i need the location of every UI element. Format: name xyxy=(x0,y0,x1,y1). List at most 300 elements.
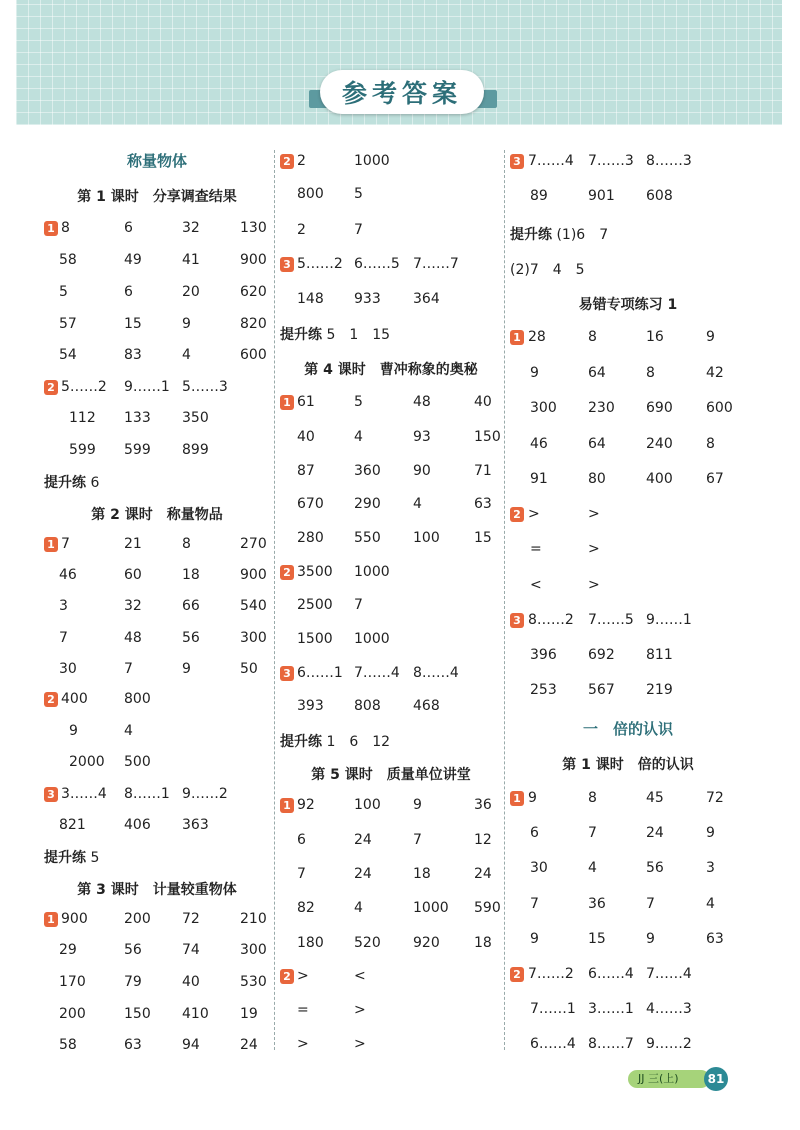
answer-row xyxy=(510,896,746,916)
answer-value: 1000 xyxy=(354,153,390,169)
lesson-heading: 第 2 课时 称量物品 xyxy=(91,507,223,523)
answer-row xyxy=(510,790,746,810)
answer-value: 133 xyxy=(124,410,151,426)
answer-value: 40 xyxy=(474,394,492,410)
answer-value: 1000 xyxy=(354,564,390,580)
answer-value: 7……2 xyxy=(528,966,574,982)
answer-row xyxy=(280,597,502,617)
answer-row xyxy=(510,436,746,456)
answer-value: 933 xyxy=(354,291,381,307)
answer-value: 608 xyxy=(646,188,673,204)
answer-value: 112 xyxy=(69,410,96,426)
answer-value: 5 xyxy=(59,284,68,300)
column-divider xyxy=(504,150,505,1050)
answer-value: 49 xyxy=(124,252,142,268)
answer-value: 40 xyxy=(297,429,315,445)
lesson-heading: 第 5 课时 质量单位讲堂 xyxy=(311,767,471,783)
answer-value: 5……3 xyxy=(182,379,228,395)
answer-value: 920 xyxy=(413,935,440,951)
answer-value: 18 xyxy=(474,935,492,951)
answer-value: 200 xyxy=(59,1006,86,1022)
answer-value: 170 xyxy=(59,974,86,990)
practice-line xyxy=(510,259,585,279)
answer-value: 90 xyxy=(413,463,431,479)
answer-value: 350 xyxy=(182,410,209,426)
answer-value: 21 xyxy=(124,536,142,552)
answer-row xyxy=(280,291,502,311)
answer-row xyxy=(280,530,502,550)
answer-value: 599 xyxy=(69,442,96,458)
answer-value: 9 xyxy=(706,825,715,841)
practice-label: 提升练 xyxy=(280,734,322,750)
answer-row xyxy=(44,316,270,336)
answer-value: 5……2 xyxy=(61,379,107,395)
practice-line xyxy=(44,472,99,492)
answer-row xyxy=(280,1036,502,1056)
answer-row xyxy=(44,661,270,681)
answer-value: 400 xyxy=(61,691,88,707)
answer-value: 290 xyxy=(354,496,381,512)
answer-row xyxy=(510,365,746,385)
answer-row xyxy=(280,698,502,718)
answer-row xyxy=(510,1001,746,1021)
answer-value: 12 xyxy=(474,832,492,848)
answer-value: 24 xyxy=(354,866,372,882)
answer-value: 6 xyxy=(124,220,133,236)
answer-value: 800 xyxy=(297,186,324,202)
answer-row xyxy=(44,754,270,774)
answer-value: 4 xyxy=(182,347,191,363)
answer-value: 24 xyxy=(646,825,664,841)
answer-value: 821 xyxy=(59,817,86,833)
answer-value: 15 xyxy=(474,530,492,546)
answer-value: 30 xyxy=(530,860,548,876)
answer-row xyxy=(44,723,270,743)
practice-label: 提升练 xyxy=(44,475,86,491)
question-number-badge: 3 xyxy=(510,613,524,628)
practice-line xyxy=(280,731,390,751)
answer-row xyxy=(510,506,746,526)
answer-value: 82 xyxy=(297,900,315,916)
answer-value: 40 xyxy=(182,974,200,990)
answer-value: 360 xyxy=(354,463,381,479)
answer-row xyxy=(280,394,502,414)
answer-row xyxy=(44,442,270,462)
answer-value: 899 xyxy=(182,442,209,458)
answer-value: 54 xyxy=(59,347,77,363)
answer-value: 550 xyxy=(354,530,381,546)
answer-value: 410 xyxy=(182,1006,209,1022)
practice-answer: (1)6 7 xyxy=(556,227,609,243)
answer-value: 7 xyxy=(413,832,422,848)
practice-answer: 1 6 12 xyxy=(326,734,391,750)
answer-value: 2 xyxy=(297,222,306,238)
answer-value: 83 xyxy=(124,347,142,363)
answer-row xyxy=(510,471,746,491)
answer-value: 32 xyxy=(182,220,200,236)
answer-value: 46 xyxy=(530,436,548,452)
answer-value: 8 xyxy=(182,536,191,552)
answer-value: 900 xyxy=(61,911,88,927)
answer-value: 46 xyxy=(59,567,77,583)
answer-value: 7 xyxy=(530,896,539,912)
answer-value: 8 xyxy=(646,365,655,381)
practice-answer: (2)7 4 5 xyxy=(510,262,585,278)
lesson-heading: 易错专项练习 1 xyxy=(578,297,678,313)
answer-value: 41 xyxy=(182,252,200,268)
answer-row xyxy=(44,691,270,711)
answer-row xyxy=(44,252,270,272)
answer-row xyxy=(44,284,270,304)
answer-value: < xyxy=(530,577,542,593)
answer-row xyxy=(280,1002,502,1022)
answer-value: 100 xyxy=(413,530,440,546)
answer-row xyxy=(510,188,746,208)
answer-value: 6……4 xyxy=(530,1036,576,1052)
answer-value: 9 xyxy=(528,790,537,806)
answer-row xyxy=(280,832,502,852)
practice-label: 提升练 xyxy=(280,327,322,343)
column-divider xyxy=(274,150,275,1050)
practice-answer: 5 1 15 xyxy=(326,327,391,343)
answer-value: 72 xyxy=(706,790,724,806)
answer-value: 5……2 xyxy=(297,256,343,272)
answer-row xyxy=(510,577,746,597)
answer-value: 3 xyxy=(59,598,68,614)
lesson-heading: 第 1 课时 倍的认识 xyxy=(562,757,694,773)
answer-value: > xyxy=(297,968,309,984)
page-number: 81 xyxy=(704,1067,728,1091)
answer-row xyxy=(44,1006,270,1026)
answer-value: 7 xyxy=(59,630,68,646)
answer-value: 500 xyxy=(124,754,151,770)
answer-row xyxy=(510,541,746,561)
answer-row xyxy=(510,612,746,632)
answer-value: 670 xyxy=(297,496,324,512)
practice-answer: 6 xyxy=(90,475,100,491)
answer-value: 9 xyxy=(530,931,539,947)
answer-value: 4……3 xyxy=(646,1001,692,1017)
answer-value: > xyxy=(588,506,600,522)
lesson-heading: 第 3 课时 计量较重物体 xyxy=(77,882,237,898)
answer-value: 7 xyxy=(354,222,363,238)
answer-value: 393 xyxy=(297,698,324,714)
answer-value: 4 xyxy=(354,900,363,916)
answer-value: 9……2 xyxy=(182,786,228,802)
answer-row xyxy=(280,222,502,242)
answer-row xyxy=(44,817,270,837)
answer-value: 8 xyxy=(706,436,715,452)
answer-value: 24 xyxy=(240,1037,258,1053)
header-banner xyxy=(16,0,782,125)
question-number-badge: 3 xyxy=(280,257,294,272)
answer-value: 148 xyxy=(297,291,324,307)
answer-value: 7……4 xyxy=(528,153,574,169)
answer-value: 600 xyxy=(706,400,733,416)
answer-value: 820 xyxy=(240,316,267,332)
question-number-badge: 1 xyxy=(44,537,58,552)
answer-value: 7……4 xyxy=(354,665,400,681)
answer-value: 9……2 xyxy=(646,1036,692,1052)
answer-value: 1000 xyxy=(413,900,449,916)
answer-row xyxy=(510,860,746,880)
answer-value: 91 xyxy=(530,471,548,487)
answer-value: 2500 xyxy=(297,597,333,613)
answer-value: 530 xyxy=(240,974,267,990)
answer-row xyxy=(44,942,270,962)
answer-row xyxy=(44,379,270,399)
answer-row xyxy=(44,974,270,994)
answer-value: 72 xyxy=(182,911,200,927)
answer-value: 50 xyxy=(240,661,258,677)
answer-row xyxy=(44,536,270,556)
answer-row xyxy=(280,153,502,173)
page-title: 参考答案 xyxy=(320,70,484,114)
answer-value: 9 xyxy=(530,365,539,381)
answer-value: 3500 xyxy=(297,564,333,580)
question-number-badge: 2 xyxy=(44,692,58,707)
answer-value: > xyxy=(588,541,600,557)
answer-value: 32 xyxy=(124,598,142,614)
answer-value: 130 xyxy=(240,220,267,236)
answer-value: 61 xyxy=(297,394,315,410)
answer-row xyxy=(44,347,270,367)
answer-value: 9 xyxy=(69,723,78,739)
answer-value: 16 xyxy=(646,329,664,345)
answer-value: 900 xyxy=(240,252,267,268)
answer-value: 811 xyxy=(646,647,673,663)
answer-value: 20 xyxy=(182,284,200,300)
answer-value: 8……4 xyxy=(413,665,459,681)
answer-row xyxy=(510,682,746,702)
answer-value: 9 xyxy=(182,316,191,332)
answer-value: 8……7 xyxy=(588,1036,634,1052)
answer-row xyxy=(510,1036,746,1056)
answer-value: 15 xyxy=(588,931,606,947)
answer-value: 92 xyxy=(297,797,315,813)
answer-value: 7 xyxy=(646,896,655,912)
practice-label: 提升练 xyxy=(510,227,552,243)
answer-value: 6……4 xyxy=(588,966,634,982)
answer-value: 7……4 xyxy=(646,966,692,982)
answer-row xyxy=(280,186,502,206)
answer-value: 60 xyxy=(124,567,142,583)
answer-value: 4 xyxy=(354,429,363,445)
answer-value: 300 xyxy=(240,630,267,646)
answer-value: 1500 xyxy=(297,631,333,647)
answer-row xyxy=(280,631,502,651)
answer-value: 7……1 xyxy=(530,1001,576,1017)
answer-value: 5 xyxy=(354,186,363,202)
answer-value: 19 xyxy=(240,1006,258,1022)
answer-value: > xyxy=(354,1002,366,1018)
question-number-badge: 3 xyxy=(44,787,58,802)
answer-value: 599 xyxy=(124,442,151,458)
question-number-badge: 1 xyxy=(510,330,524,345)
answer-value: 8 xyxy=(588,790,597,806)
answer-value: < xyxy=(354,968,366,984)
answer-value: 56 xyxy=(182,630,200,646)
answer-row xyxy=(280,256,502,276)
practice-line xyxy=(280,324,390,344)
answer-value: 9 xyxy=(413,797,422,813)
lesson-heading: 第 1 课时 分享调查结果 xyxy=(77,189,237,205)
answer-value: 9……1 xyxy=(646,612,692,628)
answer-value: 36 xyxy=(588,896,606,912)
answer-value: 9 xyxy=(646,931,655,947)
question-number-badge: 2 xyxy=(280,969,294,984)
answer-value: 8 xyxy=(61,220,70,236)
answer-value: 253 xyxy=(530,682,557,698)
answer-value: 56 xyxy=(124,942,142,958)
answer-value: 406 xyxy=(124,817,151,833)
answer-value: 800 xyxy=(124,691,151,707)
answer-value: 30 xyxy=(59,661,77,677)
answer-value: 219 xyxy=(646,682,673,698)
answer-row xyxy=(44,220,270,240)
answer-value: 58 xyxy=(59,1037,77,1053)
answer-value: > xyxy=(528,506,540,522)
answer-value: 9 xyxy=(182,661,191,677)
answer-row xyxy=(44,410,270,430)
answer-value: 9 xyxy=(706,329,715,345)
answer-value: 900 xyxy=(240,567,267,583)
answer-value: 7 xyxy=(61,536,70,552)
answer-value: 363 xyxy=(182,817,209,833)
answer-row xyxy=(44,598,270,618)
answer-row xyxy=(280,564,502,584)
answer-value: 57 xyxy=(59,316,77,332)
answer-value: 5 xyxy=(354,394,363,410)
question-number-badge: 1 xyxy=(280,395,294,410)
answer-value: 567 xyxy=(588,682,615,698)
answer-row xyxy=(280,429,502,449)
answer-row xyxy=(510,329,746,349)
answer-value: 620 xyxy=(240,284,267,300)
answer-value: 520 xyxy=(354,935,381,951)
answer-value: 24 xyxy=(474,866,492,882)
answer-value: 230 xyxy=(588,400,615,416)
answer-value: 63 xyxy=(474,496,492,512)
answer-value: 87 xyxy=(297,463,315,479)
answer-value: 66 xyxy=(182,598,200,614)
answer-value: 210 xyxy=(240,911,267,927)
answer-value: 8……3 xyxy=(646,153,692,169)
answer-value: 100 xyxy=(354,797,381,813)
answer-value: 180 xyxy=(297,935,324,951)
answer-value: 7 xyxy=(124,661,133,677)
answer-value: 200 xyxy=(124,911,151,927)
answer-value: 400 xyxy=(646,471,673,487)
answer-value: 2000 xyxy=(69,754,105,770)
answer-value: 18 xyxy=(413,866,431,882)
practice-line xyxy=(44,847,99,867)
practice-answer: 5 xyxy=(90,850,100,866)
answer-value: 364 xyxy=(413,291,440,307)
answer-value: 63 xyxy=(706,931,724,947)
answer-row xyxy=(510,400,746,420)
answer-value: 6 xyxy=(530,825,539,841)
answer-value: > xyxy=(588,577,600,593)
answer-row xyxy=(44,1037,270,1057)
answer-value: 6 xyxy=(124,284,133,300)
answer-row xyxy=(44,567,270,587)
question-number-badge: 3 xyxy=(510,154,524,169)
answer-value: 74 xyxy=(182,942,200,958)
answer-row xyxy=(280,866,502,886)
answer-value: 6……5 xyxy=(354,256,400,272)
answer-value: 9……1 xyxy=(124,379,170,395)
answer-value: 4 xyxy=(124,723,133,739)
answer-value: 4 xyxy=(706,896,715,912)
question-number-badge: 2 xyxy=(510,967,524,982)
answer-value: 28 xyxy=(528,329,546,345)
answer-value: 71 xyxy=(474,463,492,479)
question-number-badge: 1 xyxy=(44,912,58,927)
answer-value: 468 xyxy=(413,698,440,714)
answer-value: 8……2 xyxy=(528,612,574,628)
answer-value: 270 xyxy=(240,536,267,552)
answer-value: 600 xyxy=(240,347,267,363)
question-number-badge: 2 xyxy=(280,565,294,580)
answer-row xyxy=(280,496,502,516)
answer-value: 48 xyxy=(413,394,431,410)
answer-value: 690 xyxy=(646,400,673,416)
lesson-heading: 第 4 课时 曹冲称象的奥秘 xyxy=(304,362,478,378)
answer-value: 7 xyxy=(354,597,363,613)
answer-row xyxy=(280,797,502,817)
answer-value: 300 xyxy=(240,942,267,958)
answer-value: 4 xyxy=(413,496,422,512)
practice-line xyxy=(510,224,608,244)
answer-value: 6 xyxy=(297,832,306,848)
answer-value: 79 xyxy=(124,974,142,990)
answer-value: 48 xyxy=(124,630,142,646)
answer-value: 3……1 xyxy=(588,1001,634,1017)
answer-value: 692 xyxy=(588,647,615,663)
answer-value: 396 xyxy=(530,647,557,663)
answer-value: 56 xyxy=(646,860,664,876)
answer-row xyxy=(280,968,502,988)
answer-value: 4 xyxy=(588,860,597,876)
answer-value: 150 xyxy=(474,429,501,445)
answer-value: 7……5 xyxy=(588,612,634,628)
answer-value: 3……4 xyxy=(61,786,107,802)
answer-value: 94 xyxy=(182,1037,200,1053)
answer-value: 89 xyxy=(530,188,548,204)
answer-value: 590 xyxy=(474,900,501,916)
answer-row xyxy=(510,966,746,986)
answer-value: 1000 xyxy=(354,631,390,647)
answer-value: 24 xyxy=(354,832,372,848)
answer-value: 2 xyxy=(297,153,306,169)
grade-tag: JJ 三(上) xyxy=(628,1070,710,1088)
answer-value: 36 xyxy=(474,797,492,813)
answer-value: 8 xyxy=(588,329,597,345)
practice-label: 提升练 xyxy=(44,850,86,866)
answer-value: = xyxy=(530,541,542,557)
answer-row xyxy=(510,825,746,845)
answer-value: 29 xyxy=(59,942,77,958)
question-number-badge: 1 xyxy=(510,791,524,806)
answer-row xyxy=(510,647,746,667)
answer-value: 300 xyxy=(530,400,557,416)
answer-value: > xyxy=(354,1036,366,1052)
answer-value: 808 xyxy=(354,698,381,714)
answer-value: 80 xyxy=(588,471,606,487)
answer-row xyxy=(280,463,502,483)
answer-value: 45 xyxy=(646,790,664,806)
